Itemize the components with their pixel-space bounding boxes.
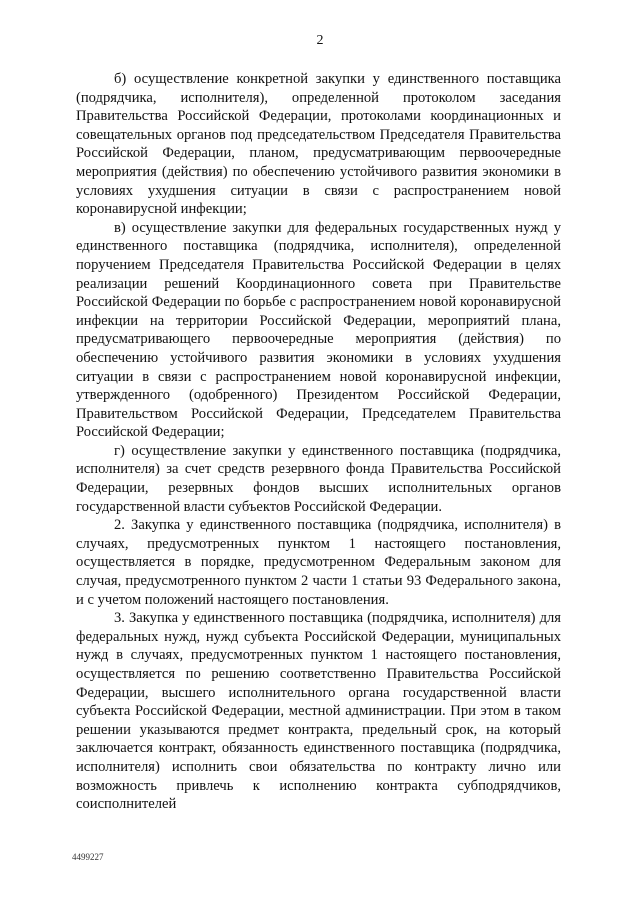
paragraph-clause-2: 2. Закупка у единственного поставщика (подрядчика, исполнителя) в случаях, предусмотренных пунктом 1 настоящего постановления, осуществляется в порядке, предусмотренном Федеральным законом для случая, предусмотренного пунктом 2 части 1 статьи 93 Федерального закона, и с учетом положений настоящего постановления. [76,517,561,608]
paragraph-item-g: г) осуществление закупки у единственного поставщика (подрядчика, исполнителя) за счет средств резервного фонда Правительства Российской Федерации, резервных фондов высших исполнительных органов государственной власти субъектов Российской Федерации. [76,442,561,515]
paragraph-clause-3: 3. Закупка у единственного поставщика (подрядчика, исполнителя) для федеральных нужд, нужд субъекта Российской Федерации, муниципальных нужд в случаях, предусмотренных пунктом 1 настоящего постановления, осуществляется по решению соответственно Правительства Российской Федерации, высшего исполнительного органа государственной власти субъекта Российской Федерации, местной администрации. При этом в таком решении указываются предмет контракта, предельный срок, на который заключается контракт, обязанность единственного поставщика (подрядчика, исполнителя) исполнить свои обязательства по контракту лично или возможность привлечь к исполнению контракта субподрядчиков, соисполнителей [76,610,561,813]
page-number: 2 [316,33,324,48]
document-code: 4499227 [72,852,104,862]
paragraph-item-b: б) осуществление конкретной закупки у единственного поставщика (подрядчика, исполнителя), определенной протоколом заседания Правительства Российской Федерации, протоколами координационных и совещательных органов под председательством Председателя Правительства Российской Федерации, планом, предусматривающим первоочередные мероприятия (действия) по обеспечению устойчивого развития экономики в условиях ухудшения ситуации в связи с распространением новой коронавирусной инфекции; [76,71,561,218]
document-body [76,70,561,814]
paragraph-item-v: в) осуществление закупки для федеральных государственных нужд у единственного поставщика (подрядчика, исполнителя), определенной поручением Председателя Правительства Российской Федерации в целях реализации решений Координационного совета при Правительстве Российской Федерации по борьбе с распространением новой коронавирусной инфекции на территории Российской Федерации, мероприятий плана, предусматривающего первоочередные мероприятия (действия) по обеспечению устойчивого развития экономики в условиях ухудшения ситуации в связи с распространением новой коронавирусной инфекции, утвержденного (одобренного) Президентом Российской Федерации, Правительством Российской Федерации, Председателем Правительства Российской Федерации; [76,219,561,441]
